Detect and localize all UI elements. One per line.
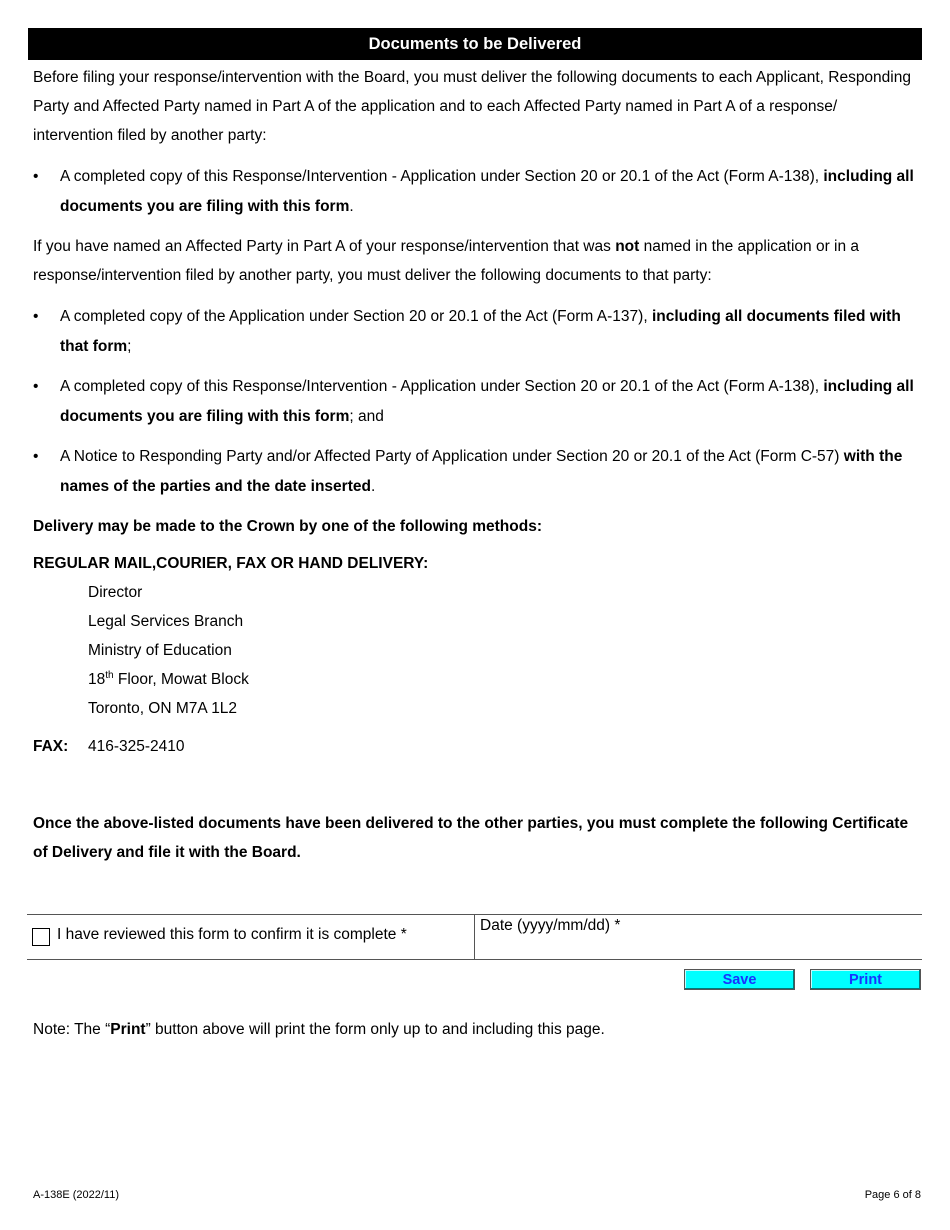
bullet-icon: • <box>33 378 39 395</box>
bullet-bold-text: including all documents you are filing with this form <box>60 168 914 215</box>
floor-number: 18 <box>88 671 106 688</box>
note-post: ” button above will print the form only up to and including this page. <box>145 1021 605 1038</box>
save-button[interactable]: Save <box>684 969 795 990</box>
address-city: Toronto, ON M7A 1L2 <box>88 700 238 717</box>
section-header <box>28 28 922 60</box>
delivery-heading: Delivery may be made to the Crown by one of the following methods: <box>33 518 542 535</box>
bullet-bold-text: including all documents filed with that form <box>60 308 901 355</box>
address-branch: Legal Services Branch <box>88 613 244 630</box>
note-bold: Print <box>110 1021 146 1038</box>
certificate-form-row <box>27 914 922 960</box>
intro-paragraph: Before filing your response/intervention with the Board, you must deliver the following documents to each Applicant, Responding Party and Affected Party named in Part A of the application and to each Affected Party named in Part A of a response/ intervention filed by another party: <box>33 69 911 144</box>
bullet-bold-text: with the names of the parties and the date inserted <box>60 448 903 495</box>
bullet-item <box>33 302 918 362</box>
bullet-text: A completed copy of this Response/Intervention - Application under Section 20 or 20.1 of the Act (Form A-138), <box>60 168 824 185</box>
form-code: A-138E (2022/11) <box>33 1189 120 1201</box>
affected-bold: not <box>615 238 640 255</box>
section-title: Documents to be Delivered <box>368 34 582 53</box>
review-checkbox[interactable] <box>32 928 50 946</box>
date-label: Date (yyyy/mm/dd) * <box>480 917 621 934</box>
bullet-end: . <box>370 478 376 495</box>
bullet-icon: • <box>33 308 39 325</box>
bullet-end: ; and <box>349 408 384 425</box>
review-checkbox-label: I have reviewed this form to confirm it is complete * <box>57 926 407 943</box>
affected-post: named in the application or in a response/intervention filed by another party, you must deliver the following documents to that party: <box>33 238 860 284</box>
bullet-item <box>33 372 918 432</box>
affected-pre: If you have named an Affected Party in Part A of your response/intervention that was <box>33 238 616 255</box>
print-note <box>33 1021 605 1039</box>
methods-heading: REGULAR MAIL,COURIER, FAX OR HAND DELIVERY: <box>33 555 429 572</box>
bullet-item <box>33 442 918 502</box>
bullet-icon: • <box>33 168 39 185</box>
bullet-text: A Notice to Responding Party and/or Affected Party of Application under Section 20 or 20.1 of the Act (Form C-57) <box>60 448 844 465</box>
bullet-icon: • <box>33 448 39 465</box>
bullet-item <box>33 162 918 222</box>
address-floor <box>88 671 249 689</box>
fax-label: FAX: <box>33 738 69 755</box>
floor-rest: Floor, Mowat Block <box>113 671 249 688</box>
print-button[interactable]: Print <box>810 969 921 990</box>
address-ministry: Ministry of Education <box>88 642 232 659</box>
page-number: Page 6 of 8 <box>864 1189 921 1201</box>
date-input[interactable] <box>480 937 922 959</box>
bullet-bold-text: including all documents you are filing with this form <box>60 378 914 425</box>
affected-party-paragraph <box>33 232 918 290</box>
bullet-text: A completed copy of the Application under Section 20 or 20.1 of the Act (Form A-137), <box>60 308 652 325</box>
note-pre: Note: The “ <box>33 1021 111 1038</box>
cell-divider <box>474 915 475 959</box>
floor-suffix: th <box>105 670 114 681</box>
bullet-end: . <box>349 198 354 215</box>
certificate-instruction: Once the above-listed documents have been delivered to the other parties, you must complete the following Certificate of Delivery and file it with the Board. <box>33 815 909 861</box>
address-director: Director <box>88 584 143 601</box>
bullet-text: A completed copy of this Response/Intervention - Application under Section 20 or 20.1 of the Act (Form A-138), <box>60 378 824 395</box>
fax-number: 416-325-2410 <box>88 738 185 755</box>
bullet-end: ; <box>127 338 132 355</box>
